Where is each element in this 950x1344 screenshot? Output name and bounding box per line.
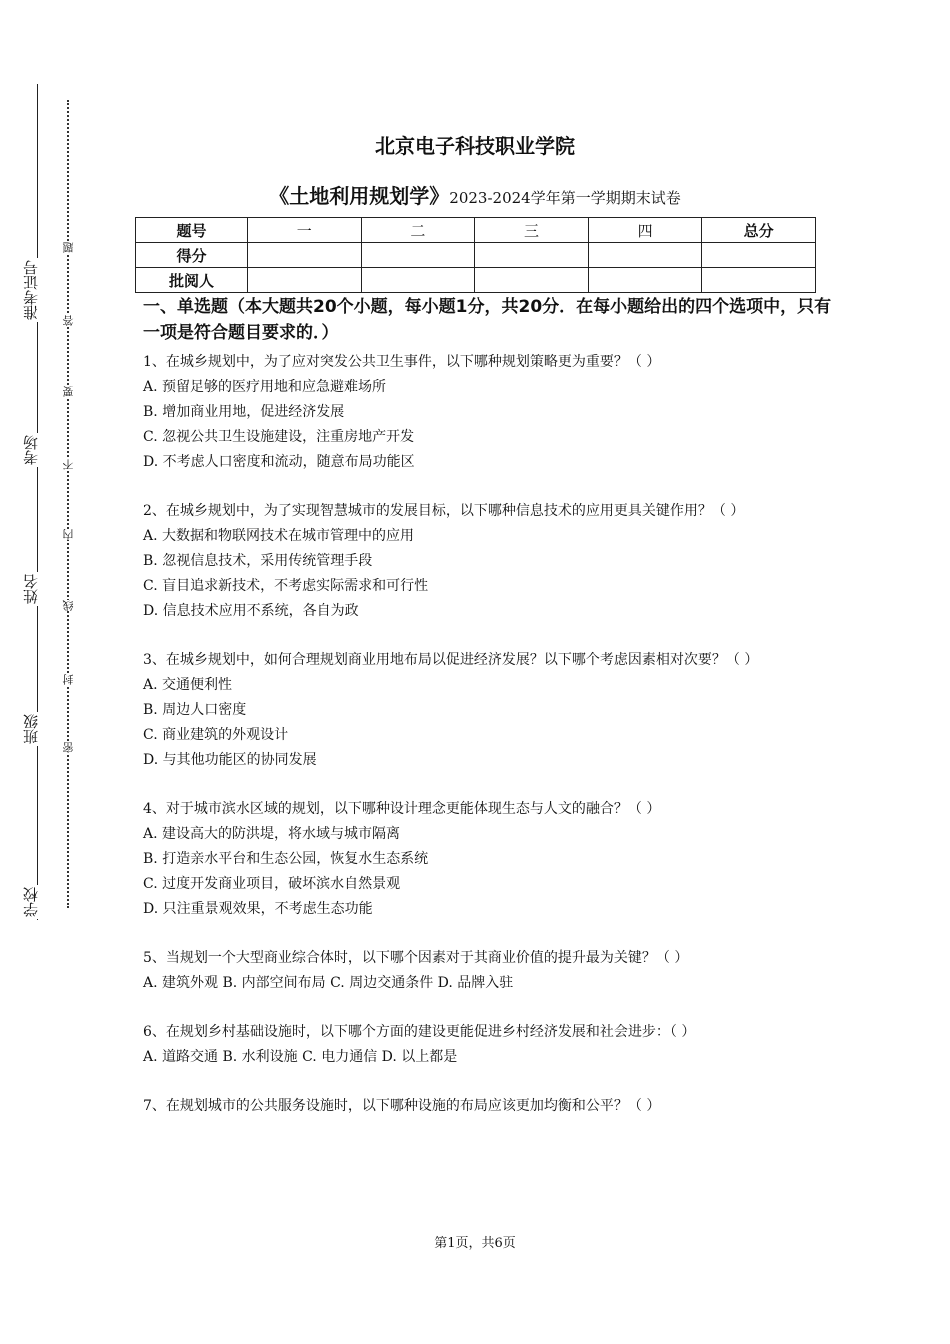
option-d: D. 信息技术应用不系统，各自为政 — [143, 603, 359, 619]
option-a: A. 交通便利性 — [143, 677, 233, 693]
seal-char-5: 不 — [62, 459, 75, 470]
margin-label-exam-id: 准考证号 — [20, 258, 54, 322]
grader-cell[interactable] — [248, 268, 362, 293]
options-inline: A. 道路交通 B. 水利设施 C. 电力通信 D. 以上都是 — [143, 1049, 458, 1065]
question-7 — [143, 1094, 833, 1119]
col-head-1: 一 — [248, 218, 362, 243]
col-head-3: 三 — [475, 218, 589, 243]
score-cell[interactable] — [475, 243, 589, 268]
option-a: A. 建设高大的防洪堤，将水域与城市隔离 — [143, 826, 401, 842]
score-table — [135, 217, 816, 293]
option-b: B. 周边人口密度 — [143, 702, 247, 718]
margin-label-school: 学校 — [20, 885, 54, 919]
question-stem: 1、在城乡规划中，为了应对突发公共卫生事件，以下哪种规划策略更为重要？（ ） — [143, 354, 661, 370]
question-stem: 5、当规划一个大型商业综合体时，以下哪个因素对于其商业价值的提升最为关键？（ ） — [143, 950, 689, 966]
col-head-total: 总分 — [702, 218, 816, 243]
margin-label-exam-room: 考场 — [20, 433, 54, 467]
question-4 — [143, 797, 833, 922]
seal-char-6: 要 — [62, 386, 75, 397]
question-stem: 2、在城乡规划中，为了实现智慧城市的发展目标，以下哪种信息技术的应用更具关键作用？（ ） — [143, 503, 745, 519]
question-stem: 6、在规划乡村基础设施时，以下哪个方面的建设更能促进乡村经济发展和社会进步：（ ） — [143, 1024, 696, 1040]
option-d: D. 不考虑人口密度和流动，随意布局功能区 — [143, 454, 415, 470]
question-2 — [143, 499, 833, 624]
row-head-grader: 批阅人 — [136, 268, 248, 293]
col-head-2: 二 — [361, 218, 475, 243]
col-head-question-no: 题号 — [136, 218, 248, 243]
seal-char-2: 封 — [62, 674, 75, 685]
option-b: B. 增加商业用地，促进经济发展 — [143, 404, 345, 420]
question-stem: 7、在规划城市的公共服务设施时，以下哪种设施的布局应该更加均衡和公平？（ ） — [143, 1098, 661, 1114]
option-c: C. 过度开发商业项目，破坏滨水自然景观 — [143, 876, 401, 892]
grader-cell[interactable] — [702, 268, 816, 293]
score-cell[interactable] — [248, 243, 362, 268]
options-inline: A. 建筑外观 B. 内部空间布局 C. 周边交通条件 D. 品牌入驻 — [143, 975, 514, 991]
seal-char-3: 线 — [62, 600, 75, 611]
question-6 — [143, 1020, 833, 1070]
score-table-header-row — [136, 218, 816, 243]
score-cell[interactable] — [588, 243, 702, 268]
exam-content — [143, 294, 833, 1143]
margin-dotted-seal-line — [67, 100, 69, 908]
seal-char-4: 内 — [62, 529, 75, 540]
score-table-row-score — [136, 243, 816, 268]
grader-cell[interactable] — [475, 268, 589, 293]
question-stem: 4、对于城市滨水区域的规划，以下哪种设计理念更能体现生态与人文的融合？（ ） — [143, 801, 661, 817]
question-5 — [143, 946, 833, 996]
grader-cell[interactable] — [588, 268, 702, 293]
margin-label-name: 姓名 — [20, 572, 54, 606]
section-1-heading: 一、单选题（本大题共20个小题，每小题1分，共20分．在每小题给出的四个选项中，只有一项是符合题目要求的．） — [143, 297, 832, 343]
score-table-row-grader — [136, 268, 816, 293]
seal-char-1: 密 — [62, 742, 75, 753]
page-footer: 第1页，共6页 — [434, 1236, 516, 1251]
option-b: B. 打造亲水平台和生态公园，恢复水生态系统 — [143, 851, 429, 867]
col-head-4: 四 — [588, 218, 702, 243]
option-d: D. 与其他功能区的协同发展 — [143, 752, 317, 768]
option-a: A. 预留足够的医疗用地和应急避难场所 — [143, 379, 387, 395]
score-cell[interactable] — [702, 243, 816, 268]
term-title: 2023-2024学年第一学期期末试卷 — [449, 189, 681, 207]
question-3 — [143, 648, 833, 773]
option-a: A. 大数据和物联网技术在城市管理中的应用 — [143, 528, 415, 544]
exam-subtitle — [0, 180, 950, 209]
grader-cell[interactable] — [361, 268, 475, 293]
score-cell[interactable] — [361, 243, 475, 268]
option-c: C. 忽视公共卫生设施建设，注重房地产开发 — [143, 429, 415, 445]
row-head-score: 得分 — [136, 243, 248, 268]
question-stem: 3、在城乡规划中，如何合理规划商业用地布局以促进经济发展？以下哪个考虑因素相对次要？（ ） — [143, 652, 759, 668]
option-c: C. 商业建筑的外观设计 — [143, 727, 289, 743]
option-c: C. 盲目追求新技术，不考虑实际需求和可行性 — [143, 578, 429, 594]
school-title: 北京电子科技职业学院 — [375, 134, 575, 158]
margin-solid-line — [37, 84, 38, 920]
course-title: 《土地利用规划学》 — [269, 184, 450, 208]
seal-char-8: 题 — [62, 242, 75, 253]
margin-label-class: 班级 — [20, 712, 54, 746]
question-1 — [143, 350, 833, 475]
option-b: B. 忽视信息技术，采用传统管理手段 — [143, 553, 373, 569]
seal-char-7: 答 — [62, 315, 75, 326]
option-d: D. 只注重景观效果，不考虑生态功能 — [143, 901, 373, 917]
